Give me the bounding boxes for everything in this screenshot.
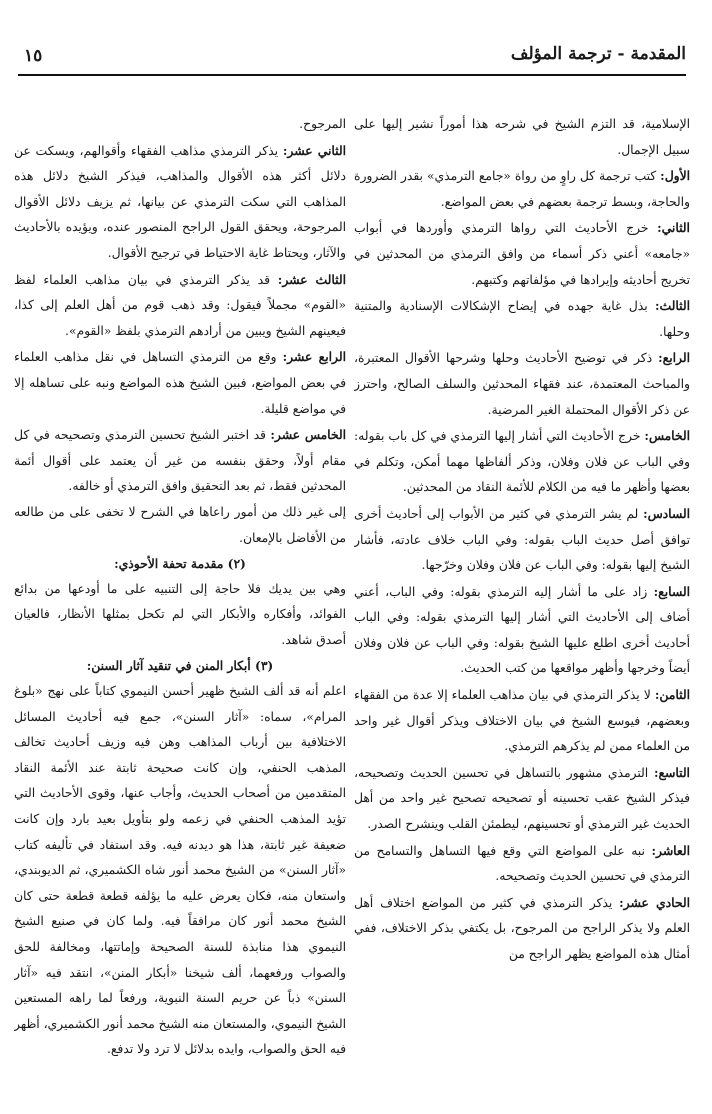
intro-paragraph: الإسلامية، قد التزم الشيخ في شرحه هذا أموراً نشير إليها على سبيل الإجمال. <box>354 117 690 157</box>
running-title: المقدمة - ترجمة المؤلف <box>510 44 686 64</box>
item-label: الثاني: <box>657 220 690 236</box>
item-text: بذل غاية جهده في إيضاح الإشكالات الإسنادية والمتنية وحلها. <box>354 299 690 339</box>
list-item <box>354 579 690 682</box>
continuation-text: المرجوح. <box>299 117 346 131</box>
list-item <box>354 215 690 293</box>
closing-paragraph: إلى غير ذلك من أمور راعاها في الشرح لا تخفى على من طالعه من الأفاضل بالإمعان. <box>14 504 346 545</box>
list-item <box>354 423 690 501</box>
item-label: الثالث عشر: <box>277 271 346 287</box>
item-label: التاسع: <box>653 764 690 780</box>
list-item <box>14 422 346 500</box>
item-label: الثامن: <box>654 687 690 703</box>
item-label: السادس: <box>643 505 690 521</box>
item-text: ذكر في توضيح الأحاديث وحلها وشرحها الأقوال المعتبرة، والمباحث المعتمدة، عند فقهاء المحدثين والسلف الصالح، واحترز عن ذكر الأقوال المحتملة الغير المرضية. <box>354 351 690 417</box>
item-label: الرابع: <box>658 350 690 366</box>
list-item <box>14 138 346 267</box>
item-text: قد اختبر الشيخ تحسين الترمذي وتصحيحه في كل مقام أولاً، وحقق بنفسه من غير أن يعتمد على أقوال أئمة المحدثين فقط، ثم بعد التحقيق وافق الترمذي أو خالفه. <box>14 428 346 494</box>
item-text: وقع من الترمذي التساهل في نقل مذاهب العلماء في بعض المواضع، فبين الشيخ هذه المواضع ونبه على تساهله إلا في مواضع قليلة. <box>14 350 346 416</box>
item-label: الحادي عشر: <box>619 894 690 910</box>
right-column <box>354 112 690 1102</box>
list-item <box>14 267 346 345</box>
left-column <box>14 112 346 1102</box>
item-text: لم يشر الترمذي في كثير من الأبواب إلى أحاديث أخرى توافق أصل حديث الباب بقوله: وفي الباب خلاف عادته، فأشار الشيخ إليها بقوله: وفي الباب عن فلان وفلان وخرّجها. <box>354 506 690 573</box>
item-text: يذكر الترمذي في كثير من المواضع اختلاف أهل العلم ولا يذكر الراجح من المرجوح، بل يكتفي بذكر الاختلاف، ففي أمثال هذه المواضع يظهر الراجح من <box>354 895 690 961</box>
item-label: الثالث: <box>655 298 690 314</box>
list-item <box>354 682 690 760</box>
item-text: خرج الأحاديث التي رواها الترمذي وأوردها في أبواب «جامعه» أعني ذكر أسماء من وافق الترمذي من المحدثين في تخريج أحاديثه وإيرادها في مؤلفاتهم وكتبهم. <box>354 221 690 287</box>
section-heading: (٢) مقدمة تحفة الأحوذي: <box>114 556 246 572</box>
item-label: السابع: <box>653 583 690 599</box>
page-number: ١٥ <box>24 46 43 66</box>
list-item <box>354 345 690 423</box>
item-text: خرج الأحاديث التي أشار إليها الترمذي في كل باب بقوله: وفي الباب عن فلان وفلان، وذكر ألفاظها مهما أمكن، وتكلم في بعضها وأظهر ما فيه من الكلام للأئمة النقاد من المحدثين. <box>354 429 690 495</box>
item-label: الخامس عشر: <box>270 427 346 443</box>
list-item <box>14 344 346 422</box>
item-label: الخامس: <box>644 428 690 444</box>
section-text: وهي بين يديك فلا حاجة إلى التنبيه على ما أودعها من بدائع الفوائد، وأفكاره والأبكار التي لم تكحل بمثلها الأنظار، فالعيان أصدق شاهد. <box>14 581 346 647</box>
page-header <box>18 40 686 76</box>
item-text: يذكر الترمذي مذاهب الفقهاء وأقوالهم، ويسكت عن دلائل أكثر هذه الأقوال والمذاهب، فيذكر الشيخ دلائل هذه المذاهب التي سكت الترمذي عن بيانها، ثم يزيف دلائل الأقوال المرجوحة، ويحقق القول الراجح المنصور عنده، ويؤيده بالأحاديث والآثار، ويحتاط غاية الاحتياط في ترجيح الأقوال. <box>14 143 346 260</box>
list-item <box>354 163 690 215</box>
item-text: قد يذكر الترمذي في بيان مذاهب العلماء لفظ «القوم» مجملاً فيقول: وقد ذهب قوم من أهل العلم إلى كذا، فيعينهم الشيخ ويبين من أرادهم الترمذي بلفظ «القوم». <box>14 272 346 338</box>
item-text: الترمذي مشهور بالتساهل في تحسين الحديث وتصحيحه، فيذكر الشيخ عقب تحسينه أو تصحيحه تصحيح غير واحد من أهل الحديث غير الترمذي أو تحسينهم، ليطمئن القلب وينشرح الصدر. <box>354 765 690 832</box>
list-item <box>354 293 690 345</box>
item-text: كتب ترجمة كل راوٍ من رواة «جامع الترمذي» بقدر الضرورة والحاجة، وبسط ترجمة بعضهم في بعض المواضع. <box>354 169 690 209</box>
list-item <box>354 838 690 890</box>
item-label: الأول: <box>660 168 690 184</box>
section-text: اعلم أنه قد ألف الشيخ ظهير أحسن النيموي كتاباً على نهج «بلوغ المرام»، سماه: «آثار السنن»، جمع فيه أحاديث المسائل الاختلافية بين أرباب المذاهب وهن فيه وزيف أحاديث تخالف المذهب الحنفي، وإن كانت صحيحة ثابتة عند الأئمة النقاد المتقدمين من أصحاب الحديث، وأجاب عنها، وقوى الأحاديث التي تؤيد المذهب الحنفي في زعمه ولو بتأويل بعيد بارد وإن كانت ضعيفة غير ثابتة، هذا هو ديدنه فيه. وقد استفاد في تأليفه كتاب «آثار السنن» من الشيخ محمد أنور شاه الكشميري، ثم الديوبندي، واستعان منه، فكان يعرض عليه ما يؤلفه قطعة قطعة حتى كان الشيخ محمد أنور كان مرافقاً فيه. ولما كان في صنيع الشيخ النيموي هذا منابذة للسنة الصحيحة وإماتتها، ومخالفة للحق والصواب ورفعهما، ألف شيخنا «أبكار المنن»، انتقد فيه «آثار السنن» ذباً عن حريم السنة النبوية، ورفعاً لما راهه المستعين الشيخ النيموي، والمستعان منه الشيخ محمد أنور الكشميري، أظهر فيه الحق والصواب، وايده بدلائل لا ترد ولا تدفع. <box>14 684 346 1057</box>
list-item <box>354 890 690 968</box>
item-text: زاد على ما أشار إليه الترمذي بقوله: وفي الباب، أعني أضاف إلى الأحاديث التي أشار إليها الترمذي بقوله: وفي الباب أحاديث أخرى اطلع عليها الشيخ بقوله: وفي الباب عن فلان وفلان أيضاً وخرجها وأظهر مواقعها من كتب الحديث. <box>354 584 690 676</box>
item-label: الثاني عشر: <box>282 142 346 158</box>
section-heading: (٣) أبكار المنن في تنقيد آثار السنن: <box>86 658 274 674</box>
list-item <box>354 501 690 579</box>
item-label: الرابع عشر: <box>282 349 346 365</box>
item-text: نبه على المواضع التي وقع فيها التساهل والتسامح من الترمذي في تحسين الحديث وتصحيحه. <box>354 843 690 884</box>
item-text: لا يذكر الترمذي في بيان مذاهب العلماء إلا عدة من الفقهاء وبعضهم، فيوسع الشيخ في بيان الاختلاف ويذكر أقوال غير واحد من العلماء ممن لم يذكرهم الترمذي. <box>354 688 690 754</box>
item-label: العاشر: <box>651 842 690 858</box>
list-item <box>354 760 690 838</box>
